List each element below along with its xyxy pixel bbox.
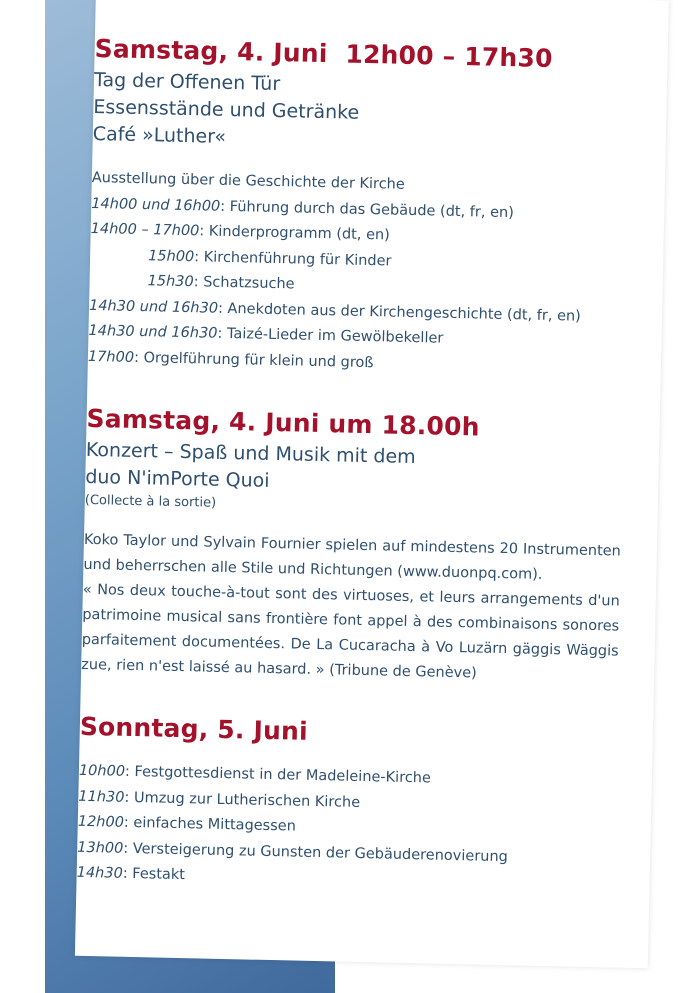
section-2-paragraph-2: « Nos deux touche-à-tout sont des virtuoses, et leurs arrangements d'un patrimoine musical sans frontière font appel à des combinaisons sonores parfaitement documentées. De La Cucaracha à Vo Luzärn gäggis Wäggis zue, rien n'est laissé au hasard. » (Tribune de Genève) (81, 581, 620, 682)
list-item-text: : Versteigerung zu Gunsten der Gebäuderenovierung (123, 840, 509, 865)
section-3-heading: Sonntag, 5. Juni (79, 711, 309, 746)
list-item-time: 14h00 und 16h00 (91, 195, 221, 215)
section-2-paragraph-1: Koko Taylor und Sylvain Fournier spielen auf mindestens 20 Instrumenten und beherrschen alle Stile und Richtungen (www.duonpq.com). (83, 531, 622, 583)
section-1-subline-3: Café »Luther« (92, 122, 227, 148)
section-1-program-list (88, 166, 631, 382)
list-item-text: : Orgelführung für klein und groß (133, 349, 374, 371)
list-item-text: : Festakt (122, 865, 186, 884)
list-item-text: : Festgottesdienst in der Madeleine-Kirche (124, 763, 432, 787)
section-2-subline-1: Konzert – Spaß und Musik mit dem (85, 438, 416, 469)
list-item-time: 14h30 und 16h30 (88, 322, 218, 342)
list-item-text: : Anekdoten aus der Kirchengeschichte (dt, fr, en) (217, 300, 581, 325)
section-1-subline-2: Essensstände und Getränke (93, 95, 360, 124)
section-2-note: (Collecte à la sortie) (84, 492, 217, 511)
list-item-text: : Schatzsuche (193, 274, 295, 293)
list-item-time: 13h00 (77, 839, 124, 857)
list-item-text: : Kinderprogramm (dt, en) (199, 223, 390, 244)
list-item-time: 15h00 (147, 247, 195, 265)
list-item-text: : Taizé-Lieder im Gewölbekeller (217, 325, 444, 347)
list-item-time: 17h00 (87, 348, 135, 366)
list-item-time: 15h30 (147, 273, 194, 291)
list-item-time: 11h30 (78, 788, 125, 806)
list-item-time: 14h00 – 17h00 (90, 220, 200, 240)
list-item-text: : Umzug zur Lutherischen Kirche (124, 789, 361, 811)
list-item-text: : Kirchenführung für Kinder (194, 248, 392, 270)
section-3-program-list (76, 759, 618, 898)
section-saturday-concert (81, 404, 626, 690)
section-2-subline-2: duo N'imPorte Quoi (85, 465, 270, 492)
list-item-text: Ausstellung über die Geschichte der Kirche (91, 169, 405, 193)
section-2-heading: Samstag, 4. Juni um 18.00h (86, 403, 480, 442)
section-sunday (76, 712, 619, 898)
list-item-time: 14h30 und 16h30 (88, 297, 219, 317)
list-item-time: 10h00 (78, 762, 126, 780)
section-saturday-open-day (88, 34, 634, 382)
section-1-subline-1: Tag der Offenen Tür (93, 68, 281, 96)
section-1-heading: Samstag, 4. Juni 12h00 – 17h30 (94, 33, 553, 73)
list-item-text: : Führung durch das Gebäude (dt, fr, en) (220, 198, 514, 221)
list-item-text: : einfaches Mittagessen (123, 814, 297, 835)
list-item-time: 12h00 (77, 813, 125, 831)
list-item-time: 14h30 (76, 864, 123, 882)
flyer-page (75, 0, 669, 968)
